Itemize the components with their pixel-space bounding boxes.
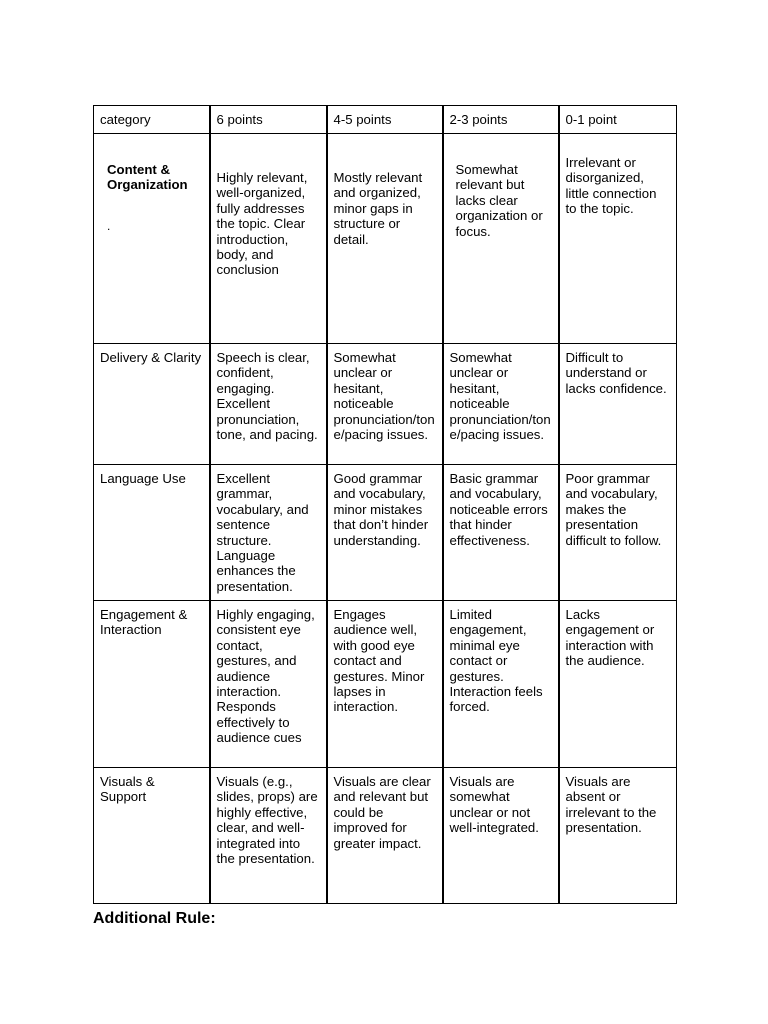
score-cell-0-1: Lacks engagement or interaction with the audience.	[559, 601, 677, 768]
score-cell-4-5: Good grammar and vocabulary, minor mistakes that don’t hinder understanding.	[327, 465, 443, 601]
score-cell-2-3: Basic grammar and vocabulary, noticeable errors that hinder effectiveness.	[443, 465, 559, 601]
score-cell-4-5: Mostly relevant and organized, minor gaps in structure or detail.	[327, 134, 443, 344]
category-label: Content & Organization	[107, 162, 188, 193]
score-cell-0-1: Visuals are absent or irrelevant to the presentation.	[559, 768, 677, 904]
score-cell-4-5: Somewhat unclear or hesitant, noticeable pronunciation/tone/pacing issues.	[327, 344, 443, 465]
header-category: category	[94, 106, 210, 134]
table-row	[94, 601, 677, 768]
category-cell: Visuals & Support	[94, 768, 210, 904]
category-cell: Delivery & Clarity	[94, 344, 210, 465]
category-cell	[94, 134, 210, 344]
header-row	[94, 106, 677, 134]
score-cell-6: Speech is clear, confident, engaging. Excellent pronunciation, tone, and pacing.	[210, 344, 327, 465]
score-cell-0-1: Difficult to understand or lacks confidence.	[559, 344, 677, 465]
score-cell-0-1: Irrelevant or disorganized, little connection to the topic.	[559, 134, 677, 344]
score-cell-2-3: Limited engagement, minimal eye contact or gestures. Interaction feels forced.	[443, 601, 559, 768]
score-cell-2-3: Visuals are somewhat unclear or not well-integrated.	[443, 768, 559, 904]
header-4-5-points: 4-5 points	[327, 106, 443, 134]
score-cell-6: Highly engaging, consistent eye contact, gestures, and audience interaction. Responds effectively to audience cues	[210, 601, 327, 768]
header-2-3-points: 2-3 points	[443, 106, 559, 134]
table-row	[94, 465, 677, 601]
score-cell-6: Highly relevant, well-organized, fully addresses the topic. Clear introduction, body, and conclusion	[210, 134, 327, 344]
header-0-1-point: 0-1 point	[559, 106, 677, 134]
additional-rule-heading: Additional Rule:	[93, 910, 216, 927]
score-cell-0-1: Poor grammar and vocabulary, makes the presentation difficult to follow.	[559, 465, 677, 601]
category-cell: Language Use	[94, 465, 210, 601]
score-cell-4-5: Visuals are clear and relevant but could be improved for greater impact.	[327, 768, 443, 904]
table-row	[94, 344, 677, 465]
score-cell-4-5: Engages audience well, with good eye contact and gestures. Minor lapses in interaction.	[327, 601, 443, 768]
stray-dot: .	[107, 218, 111, 233]
category-cell: Engagement & Interaction	[94, 601, 210, 768]
score-cell-2-3: Somewhat unclear or hesitant, noticeable pronunciation/tone/pacing issues.	[443, 344, 559, 465]
rubric-table	[93, 105, 677, 904]
score-cell-2-3: Somewhat relevant but lacks clear organization or focus.	[443, 134, 559, 344]
score-cell-6: Excellent grammar, vocabulary, and sentence structure. Language enhances the presentation.	[210, 465, 327, 601]
header-6-points: 6 points	[210, 106, 327, 134]
table-row	[94, 134, 677, 344]
table-row	[94, 768, 677, 904]
score-cell-6: Visuals (e.g., slides, props) are highly effective, clear, and well-integrated into the presentation.	[210, 768, 327, 904]
